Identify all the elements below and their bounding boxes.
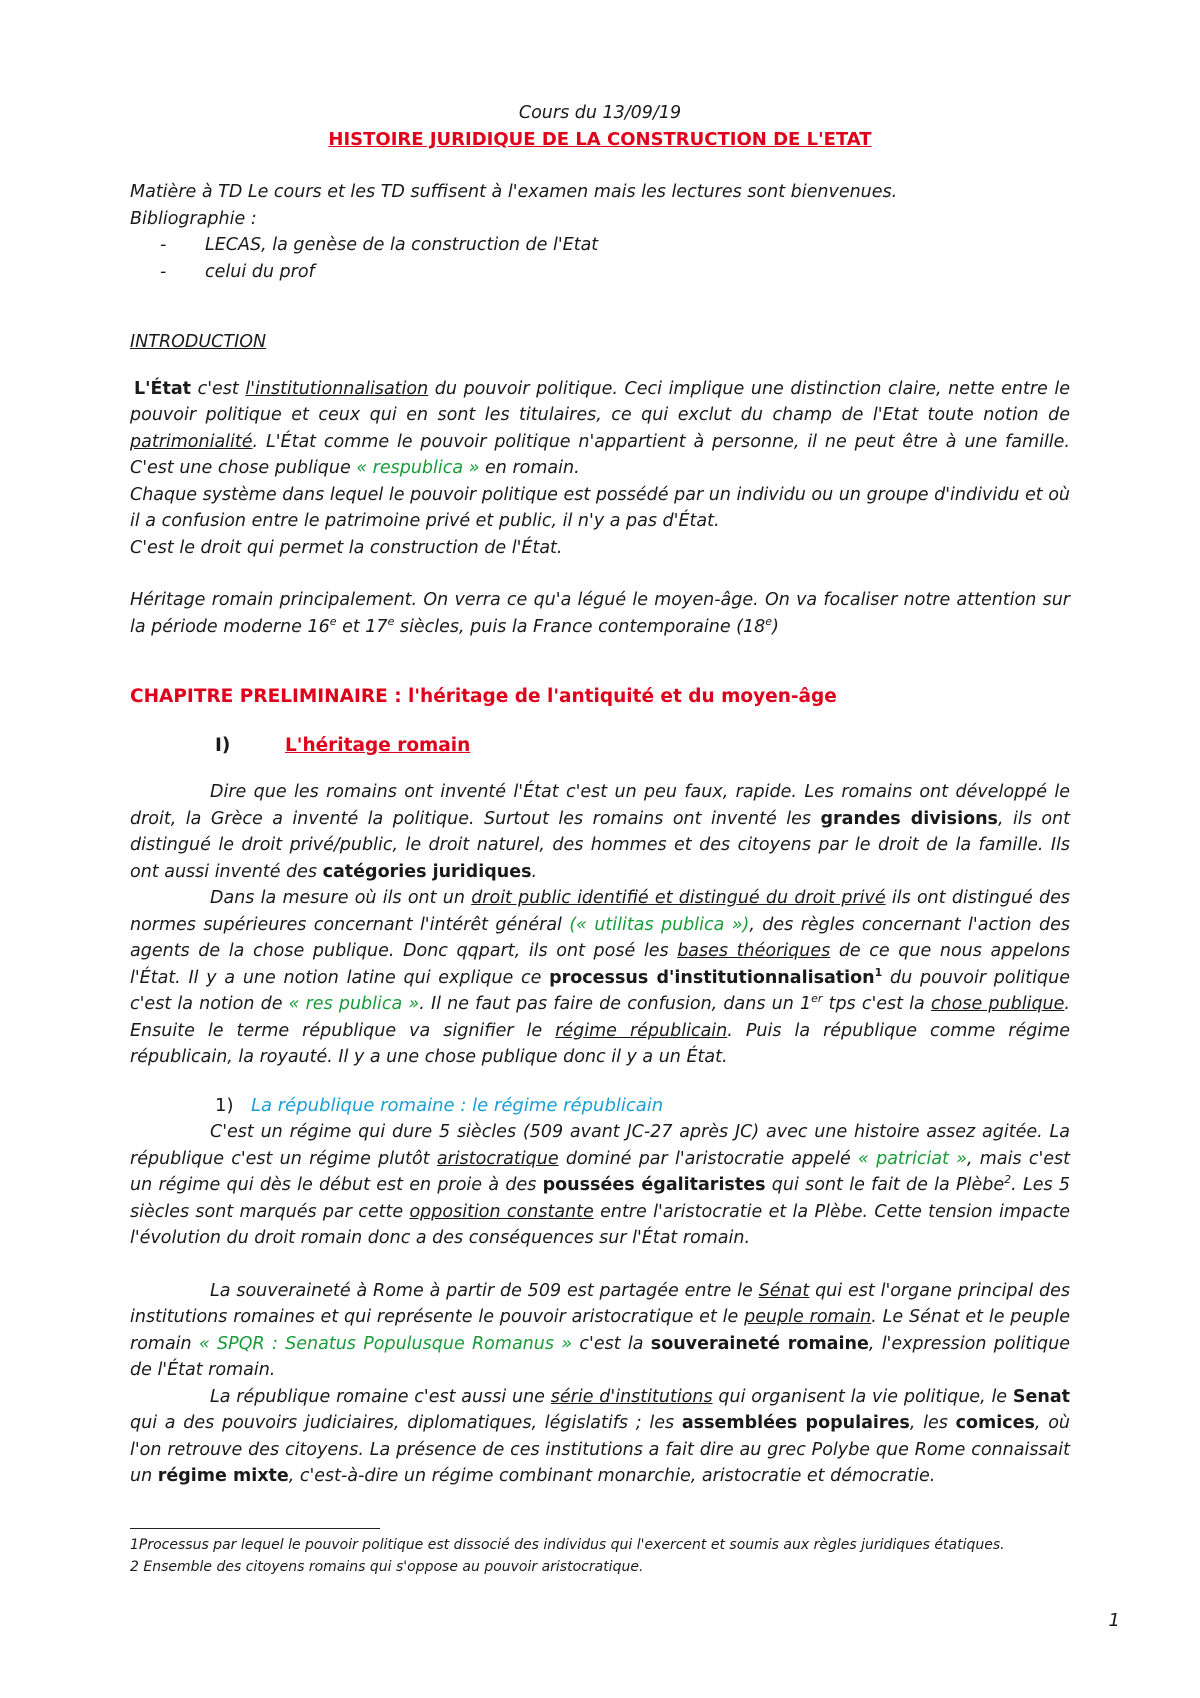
- text: qui est l'organe principal des institutions romaines et qui représente le pouvoir aristocratique et le: [130, 1280, 1070, 1327]
- text: , l'expression politique de l'État romain.: [130, 1333, 1070, 1380]
- matiere-note: Matière à TD Le cours et les TD suffisent à l'examen mais les lectures sont bienvenues.: [130, 182, 898, 202]
- underlined-term: bases théoriques: [677, 941, 831, 961]
- text: , c'est-à-dire un régime combinant monarchie, aristocratie et démocratie.: [288, 1466, 936, 1486]
- text: , ils ont distingué le droit privé/public, le droit naturel, des hommes et des citoyens par le droit de la famille. Ils ont aussi inventé des: [130, 808, 1070, 882]
- bibliography-list: [130, 232, 1070, 285]
- utilitas-publica-quote: (« utilitas publica »): [569, 914, 750, 935]
- section-title: L'héritage romain: [285, 734, 471, 756]
- text: . Ensuite le terme république va signifier le: [130, 994, 1070, 1041]
- superscript: er: [811, 992, 823, 1006]
- page-number: 1: [1108, 1610, 1120, 1631]
- intro-paragraph-1: [130, 376, 1070, 482]
- subsection-paragraph-3: [130, 1384, 1070, 1490]
- text: qui a des pouvoirs judiciaires, diplomatiques, législatifs ; les: [130, 1413, 682, 1433]
- text: , des règles concernant l'action des agents de la chose publique. Donc qqpart, ils ont posé les: [130, 914, 1070, 961]
- document-body: [130, 100, 1070, 1490]
- text: tps c'est la: [822, 994, 931, 1014]
- grandes-divisions-term: grandes divisions: [820, 808, 998, 829]
- text: . Le Sénat et le peuple romain: [130, 1307, 1070, 1354]
- text: , mais c'est un régime qui dès le début est en proie à des: [130, 1148, 1071, 1195]
- section-paragraph-1: [130, 779, 1070, 885]
- subsection-number: 1): [215, 1094, 234, 1116]
- bibliography-label: Bibliographie :: [130, 208, 257, 229]
- chapter-heading: [130, 684, 1070, 711]
- text: siècles, puis la France contemporaine (18: [394, 616, 766, 637]
- text: . Puis la république comme régime républicain, la royauté. Il y a une chose publique donc il y a un État.: [130, 1020, 1071, 1067]
- assemblees-term: assemblées populaires: [681, 1413, 910, 1433]
- course-date: Cours du 13/09/19: [518, 103, 682, 123]
- text: de ce que nous appelons l'État. Il y a une notion latine qui explique ce: [130, 941, 1070, 988]
- text: , où l'on retrouve des citoyens. La présence de ces institutions a fait dire au grec Polybe que Rome connaissait un: [130, 1413, 1070, 1486]
- text: La république romaine c'est aussi une: [210, 1386, 551, 1407]
- footnote-ref[interactable]: 1: [874, 965, 883, 979]
- underlined-term: peuple romain: [744, 1307, 872, 1327]
- subsection-title: La république romaine : le régime républicain: [251, 1094, 664, 1116]
- text: . Les 5 siècles sont marqués par cette: [130, 1175, 1070, 1222]
- footnote-ref[interactable]: 2: [1004, 1173, 1012, 1187]
- document-title: HISTOIRE JURIDIQUE DE LA CONSTRUCTION DE L'ETAT: [328, 128, 872, 150]
- poussees-term: poussées égalitaristes: [542, 1175, 766, 1195]
- section-paragraph-2: [130, 885, 1070, 1071]
- res-publica-quote: « res publica »: [288, 994, 420, 1014]
- section-number: I): [215, 734, 231, 756]
- categories-juridiques-term: catégories juridiques: [322, 861, 532, 882]
- intro-paragraph-3: C'est le droit qui permet la construction de l'État.: [130, 537, 563, 558]
- patrimonialite-term: patrimonialité: [130, 431, 253, 452]
- text: . L'État comme le pouvoir politique n'appartient à personne, il ne peut être à une famille. C'est une chose publique: [130, 431, 1070, 478]
- underlined-term: droit public identifié et distingué du droit privé: [471, 888, 886, 908]
- footnote-separator: [130, 1528, 380, 1529]
- footnote-2: 2 Ensemble des citoyens romains qui s'oppose au pouvoir aristocratique.: [130, 1559, 644, 1575]
- bibliography-item: - LECAS, la genèse de la construction de l'Etat: [160, 232, 1070, 259]
- text: C'est un régime qui dure 5 siècles (509 avant JC-27 après JC) avec une histoire assez agitée. La république c'est un régime plutôt: [130, 1122, 1070, 1169]
- text: du pouvoir politique c'est la notion de: [130, 967, 1070, 1014]
- text: entre l'aristocratie et la Plèbe. Cette tension impacte l'évolution du droit romain donc a des conséquences sur l'État romain.: [130, 1201, 1070, 1248]
- superscript: e: [387, 614, 395, 628]
- underlined-term: chose publique: [930, 994, 1065, 1014]
- underlined-term: aristocratique: [436, 1148, 559, 1169]
- text: Dans la mesure où ils ont un: [210, 888, 472, 908]
- spqr-quote: « SPQR : Senatus Populusque Romanus »: [198, 1333, 573, 1354]
- superscript: e: [765, 614, 773, 628]
- subsection-paragraph-2: [130, 1278, 1070, 1384]
- text: .: [531, 861, 538, 882]
- bibliography-item: - celui du prof: [160, 259, 1070, 286]
- etat-term: L'État: [134, 378, 192, 399]
- subsection-paragraph-1: [130, 1119, 1070, 1252]
- chapter-subtitle: : l'héritage de l'antiquité et du moyen-âge: [387, 686, 837, 707]
- intro-paragraph-4: [130, 587, 1070, 640]
- text: dominé par l'aristocratie appelé: [558, 1148, 859, 1169]
- souverainete-term: souveraineté romaine: [650, 1333, 869, 1354]
- regime-mixte-term: régime mixte: [157, 1466, 289, 1486]
- underlined-term: Sénat: [758, 1280, 810, 1301]
- respublica-quote: « respublica »: [356, 458, 480, 478]
- underlined-term: régime républicain: [555, 1020, 728, 1041]
- superscript: e: [329, 614, 337, 628]
- processus-term: processus d'institutionnalisation: [549, 967, 875, 988]
- footnotes: [130, 1534, 1070, 1578]
- section-heading: [130, 733, 1070, 760]
- institutionnalisation-term: l'institutionnalisation: [245, 378, 429, 399]
- text: et 17: [336, 616, 388, 637]
- patriciat-quote: « patriciat »: [858, 1148, 967, 1169]
- text: , les: [909, 1413, 956, 1433]
- text: qui organisent la vie politique, le: [712, 1386, 1013, 1407]
- text: c'est: [191, 378, 246, 399]
- footnote-1: 1Processus par lequel le pouvoir politique est dissocié des individus qui l'exercent et soumis aux règles juridiques étatiques.: [130, 1537, 1005, 1553]
- text: Héritage romain principalement. On verra ce qu'a légué le moyen-âge. On va focaliser notre attention sur la période moderne 16: [130, 590, 1070, 637]
- intro-paragraph-2: Chaque système dans lequel le pouvoir politique est possédé par un individu ou un groupe d'individu et où il a confusion entre le patrimoine privé et public, il n'y a pas d'État.: [130, 484, 1070, 531]
- text: La souveraineté à Rome à partir de 509 est partagée entre le: [210, 1280, 759, 1301]
- text: du pouvoir politique. Ceci implique une distinction claire, nette entre le pouvoir politique et ceux qui en sont les titulaires, ce qui exclut du champ de l'Etat toute notion de: [130, 378, 1070, 425]
- text: c'est la: [572, 1333, 651, 1354]
- chapter-label: CHAPITRE PRELIMINAIRE: [130, 686, 388, 707]
- text: qui sont le fait de la Plèbe: [765, 1175, 1005, 1195]
- subsection-heading: [130, 1093, 1070, 1120]
- underlined-term: opposition constante: [409, 1201, 594, 1222]
- comices-term: comices: [955, 1413, 1035, 1433]
- underlined-term: série d'institutions: [550, 1386, 713, 1407]
- text: Dire que les romains ont inventé l'État c'est un peu faux, rapide. Les romains ont développé le droit, la Grèce a inventé la politique. Surtout les romains ont inventé les: [130, 782, 1070, 829]
- introduction-heading: INTRODUCTION: [130, 332, 267, 352]
- text: en romain.: [479, 458, 580, 478]
- text: . Il ne faut pas faire de confusion, dans un 1: [419, 994, 812, 1014]
- text: ils ont distingué des normes supérieures concernant l'intérêt général: [130, 888, 1070, 935]
- text: ): [772, 616, 779, 637]
- senat-term: Senat: [1012, 1386, 1071, 1407]
